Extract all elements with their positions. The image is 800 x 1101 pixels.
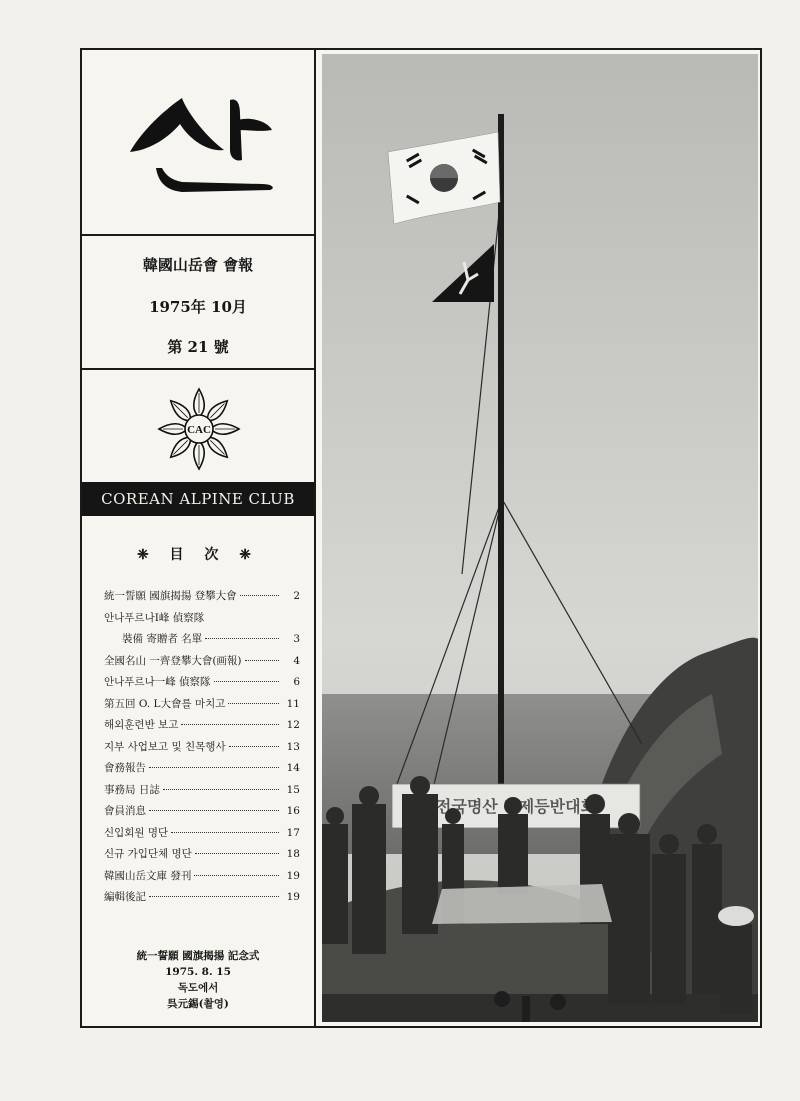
san-calligraphy-logo-icon <box>112 80 282 200</box>
toc-item[interactable]: 韓國山岳文庫 發刊 19 <box>104 869 300 882</box>
issue-date: 1975年 10月 <box>149 298 247 316</box>
club-name-band: COREAN ALPINE CLUB <box>82 482 314 516</box>
edelweiss-emblem-icon <box>156 386 242 472</box>
photo-caption <box>82 948 314 1012</box>
cover-photo <box>322 54 758 1022</box>
toc-item[interactable]: 안나푸르나一峰 偵察隊 6 <box>104 676 300 688</box>
toc-item[interactable]: 會務報告 14 <box>104 762 300 774</box>
issue-number: 第 21 號 <box>167 338 229 356</box>
flag-raising-photo <box>322 54 758 1022</box>
cover-left-column <box>82 50 316 1026</box>
publisher-name: 韓國山岳會 會報 <box>142 256 254 274</box>
toc-item[interactable]: 안나푸르나Ⅰ峰 偵察隊 <box>104 611 205 624</box>
emblem-letters: CAC <box>187 424 211 436</box>
toc-item[interactable]: 會員消息 16 <box>104 805 300 817</box>
caption-location: 독도에서 <box>177 982 219 994</box>
table-of-contents <box>104 588 300 911</box>
toc-item[interactable]: 統一誓願 國旗揭揚 登攀大會 2 <box>104 590 300 602</box>
toc-item[interactable]: 第五回 O. L大會를 마치고 11 <box>104 697 300 710</box>
toc-item[interactable]: 事務局 日誌 15 <box>104 783 300 796</box>
masthead-title-box <box>82 238 314 370</box>
logo-box <box>82 50 314 236</box>
banner-text: 전국명산 일제등반대회 <box>435 797 597 816</box>
toc-item[interactable]: 編輯後記 19 <box>104 891 300 903</box>
toc-item[interactable]: 全國名山 一齊登攀大會(画報) 4 <box>104 654 300 667</box>
magazine-cover <box>80 48 762 1028</box>
toc-item[interactable]: 지부 사업보고 및 친목행사 13 <box>104 740 300 753</box>
toc-item[interactable]: 해외훈련반 보고 12 <box>104 719 300 731</box>
caption-title: 統一誓願 國旗揭揚 記念式 <box>136 950 260 962</box>
emblem-box <box>82 372 314 484</box>
toc-item[interactable]: 신규 가입단체 명단 18 <box>104 848 300 860</box>
flagpole <box>498 114 504 804</box>
toc-item[interactable]: 裝備 寄贈者 名單 3 <box>122 633 300 645</box>
toc-item[interactable]: 신입회원 명단 17 <box>104 826 300 839</box>
caption-date: 1975. 8. 15 <box>165 966 231 978</box>
toc-heading: ❈ 目 次 ❈ <box>136 547 260 563</box>
painted-flag-on-rock <box>432 884 612 924</box>
caption-photographer: 呉元錫(촬영) <box>167 998 229 1010</box>
